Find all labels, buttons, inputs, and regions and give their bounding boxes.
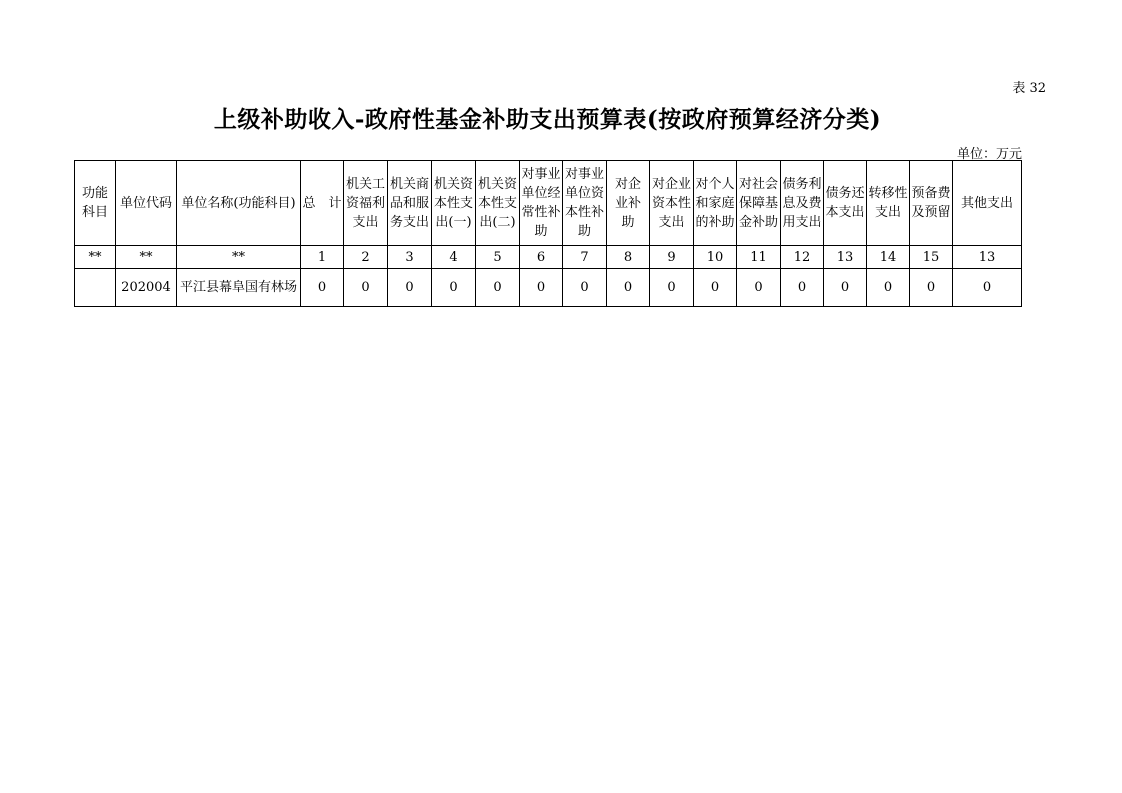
header-cell — [953, 161, 1022, 246]
header-cell — [910, 161, 953, 246]
header-label: 对社会保障基金补助 — [738, 176, 778, 230]
header-cell — [607, 161, 650, 246]
index-cell: 4 — [432, 246, 476, 269]
header-cell — [781, 161, 824, 246]
amount-cell: 0 — [432, 269, 476, 307]
header-label: 转移性支出 — [868, 186, 908, 220]
header-cell — [867, 161, 910, 246]
header-label: 对事业单位经常性补助 — [521, 167, 561, 239]
header-cell — [476, 161, 520, 246]
index-cell: 13 — [824, 246, 867, 269]
header-label: 机关资本性支出(一) — [433, 176, 473, 230]
header-cell — [177, 161, 301, 246]
header-cell — [116, 161, 177, 246]
header-cell — [694, 161, 737, 246]
unit-code-cell: 202004 — [116, 269, 177, 307]
header-cell — [563, 161, 607, 246]
index-cell: 12 — [781, 246, 824, 269]
header-label: 债务还本支出 — [825, 186, 865, 220]
amount-cell: 0 — [650, 269, 694, 307]
header-label: 机关工资福利支出 — [345, 176, 385, 230]
header-cell — [344, 161, 388, 246]
amount-cell: 0 — [781, 269, 824, 307]
index-cell: ** — [177, 246, 301, 269]
header-cell — [75, 161, 116, 246]
header-label: 机关商品和服务支出 — [389, 176, 429, 230]
header-label: 对企业资本性支出 — [651, 176, 691, 230]
header-cell — [737, 161, 781, 246]
amount-cell: 0 — [344, 269, 388, 307]
header-cell — [824, 161, 867, 246]
header-label: 债务利息及费用支出 — [782, 176, 822, 230]
header-cell — [301, 161, 344, 246]
index-cell: 13 — [953, 246, 1022, 269]
header-cell — [388, 161, 432, 246]
amount-cell: 0 — [476, 269, 520, 307]
amount-cell: 0 — [737, 269, 781, 307]
index-cell: 14 — [867, 246, 910, 269]
header-cell — [520, 161, 563, 246]
amount-cell: 0 — [563, 269, 607, 307]
total-cell: 0 — [301, 269, 344, 307]
index-cell: ** — [116, 246, 177, 269]
header-cell — [650, 161, 694, 246]
amount-cell: 0 — [520, 269, 563, 307]
header-label: 对企业补助 — [614, 176, 641, 230]
index-cell: 2 — [344, 246, 388, 269]
header-label: 机关资本性支出(二) — [477, 176, 517, 230]
amount-cell: 0 — [953, 269, 1022, 307]
header-cell — [432, 161, 476, 246]
amount-cell: 0 — [388, 269, 432, 307]
page-title: 上级补助收入-政府性基金补助支出预算表(按政府预算经济分类) — [213, 106, 882, 133]
amount-cell: 0 — [910, 269, 953, 307]
amount-cell: 0 — [607, 269, 650, 307]
header-label: 对事业单位资本性补助 — [564, 167, 604, 239]
unit-label: 单位：万元 — [956, 147, 1022, 162]
index-cell: 7 — [563, 246, 607, 269]
index-cell: 3 — [388, 246, 432, 269]
index-cell: 6 — [520, 246, 563, 269]
index-cell: ** — [75, 246, 116, 269]
index-cell: 15 — [910, 246, 953, 269]
header-label: 单位代码 — [119, 195, 172, 211]
amount-cell: 0 — [694, 269, 737, 307]
header-label: 预备费及预留 — [911, 186, 951, 220]
table-row — [75, 269, 1022, 307]
amount-cell: 0 — [824, 269, 867, 307]
table-number: 表 32 — [1012, 81, 1046, 96]
amount-cell: 0 — [867, 269, 910, 307]
index-cell: 1 — [301, 246, 344, 269]
header-label: 单位名称(功能科目) — [181, 195, 296, 211]
header-label: 其他支出 — [960, 195, 1013, 211]
column-index-row — [75, 246, 1022, 269]
budget-table — [74, 160, 1022, 307]
header-label: 对个人和家庭的补助 — [695, 176, 735, 230]
header-label: 功能科目 — [81, 186, 108, 220]
function-code-cell — [75, 269, 116, 307]
header-row — [75, 161, 1022, 246]
index-cell: 5 — [476, 246, 520, 269]
index-cell: 9 — [650, 246, 694, 269]
unit-name-cell: 平江县幕阜国有林场 — [177, 269, 301, 307]
index-cell: 8 — [607, 246, 650, 269]
index-cell: 11 — [737, 246, 781, 269]
header-label: 总 计 — [302, 195, 342, 211]
index-cell: 10 — [694, 246, 737, 269]
